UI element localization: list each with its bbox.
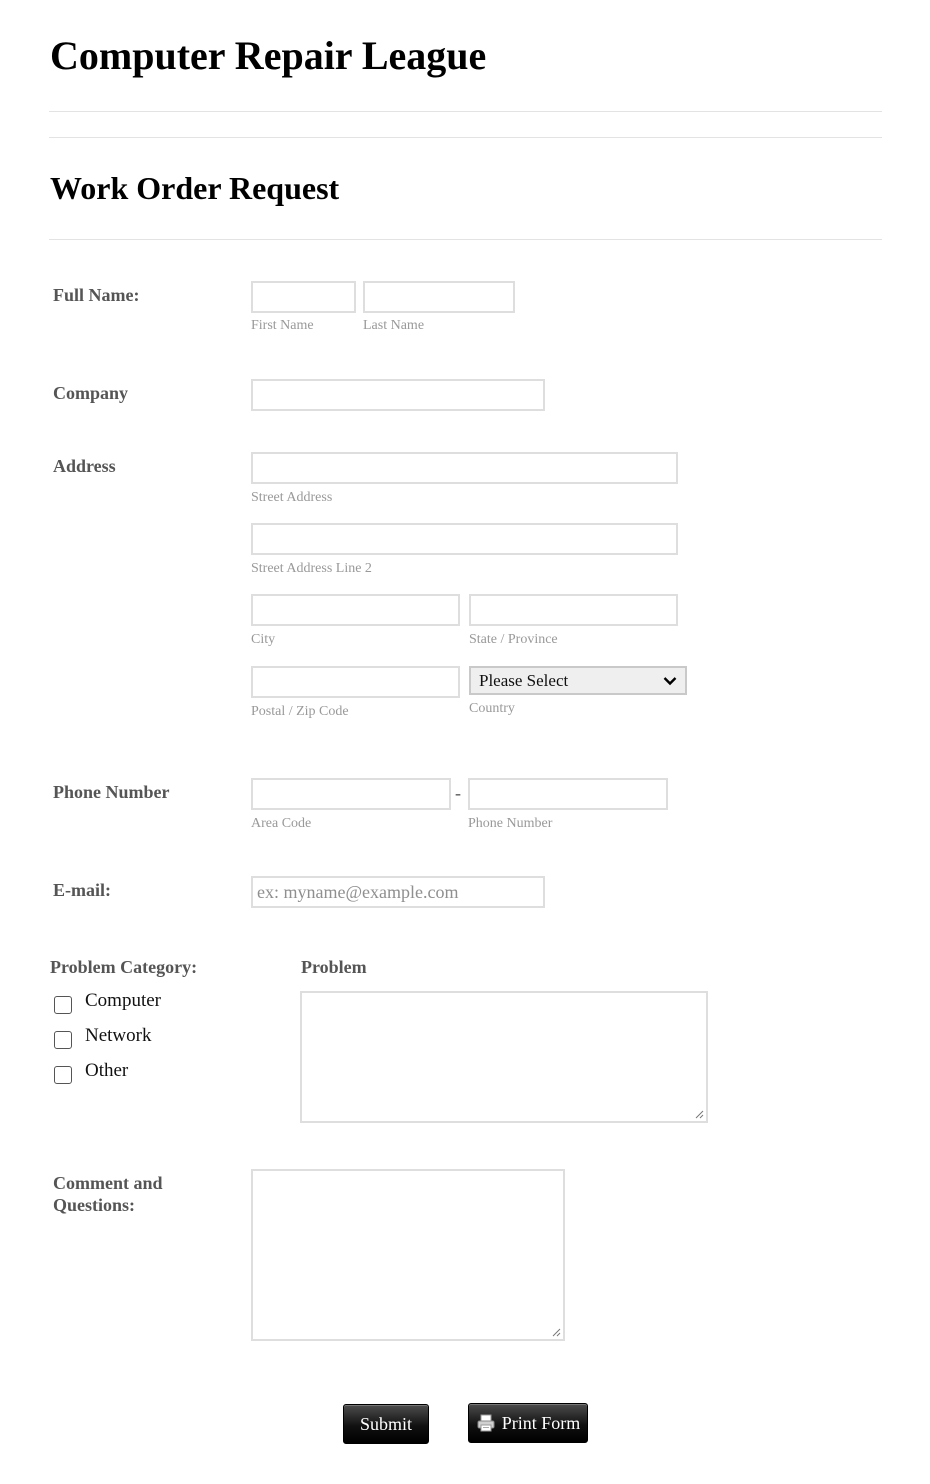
street-address-sublabel: Street Address <box>251 490 333 505</box>
street-address-line2-input[interactable] <box>251 523 678 555</box>
city-input[interactable] <box>251 594 460 626</box>
problem-textarea[interactable] <box>300 991 708 1123</box>
submit-button[interactable] <box>343 1404 429 1444</box>
address-label: Address <box>53 456 116 476</box>
phone-separator: - <box>455 783 461 803</box>
street-address-line2-sublabel: Street Address Line 2 <box>251 561 372 576</box>
divider <box>49 239 882 240</box>
state-sublabel: State / Province <box>469 632 558 647</box>
phone-label: Phone Number <box>53 782 170 802</box>
comments-textarea[interactable] <box>251 1169 565 1341</box>
area-code-input[interactable] <box>251 778 451 810</box>
print-form-button[interactable] <box>468 1403 588 1443</box>
printer-icon <box>476 1413 496 1433</box>
email-label: E-mail: <box>53 880 111 900</box>
street-address-input[interactable] <box>251 452 678 484</box>
chevron-down-icon <box>663 676 677 686</box>
zip-code-sublabel: Postal / Zip Code <box>251 704 349 719</box>
network-checkbox[interactable] <box>54 1031 72 1049</box>
zip-code-input[interactable] <box>251 666 460 698</box>
page-title: Computer Repair League <box>50 33 487 78</box>
phone-number-sublabel: Phone Number <box>468 816 553 831</box>
last-name-input[interactable] <box>363 281 515 313</box>
country-select[interactable] <box>469 666 687 695</box>
comments-label: Comment and Questions: <box>53 1173 163 1215</box>
problem-category-label: Problem Category: <box>50 957 198 977</box>
form-title: Work Order Request <box>50 170 340 206</box>
print-form-button-label: Print Form <box>501 1412 581 1433</box>
phone-number-input[interactable] <box>468 778 668 810</box>
state-input[interactable] <box>469 594 678 626</box>
country-select-value: Please Select <box>479 670 569 690</box>
resize-grip-icon[interactable] <box>551 1327 561 1337</box>
other-checkbox-label: Other <box>85 1060 129 1081</box>
country-sublabel: Country <box>469 701 515 716</box>
city-sublabel: City <box>251 632 276 647</box>
computer-checkbox[interactable] <box>54 996 72 1014</box>
first-name-sublabel: First Name <box>251 318 314 333</box>
email-input[interactable] <box>251 876 545 908</box>
area-code-sublabel: Area Code <box>251 816 312 831</box>
full-name-label: Full Name: <box>53 285 140 305</box>
computer-checkbox-label: Computer <box>85 990 161 1011</box>
last-name-sublabel: Last Name <box>363 318 425 333</box>
submit-button-label: Submit <box>359 1413 412 1434</box>
company-input[interactable] <box>251 379 545 411</box>
other-checkbox[interactable] <box>54 1066 72 1084</box>
problem-label: Problem <box>301 957 367 977</box>
resize-grip-icon[interactable] <box>694 1109 704 1119</box>
divider <box>49 111 882 112</box>
company-label: Company <box>53 383 129 403</box>
divider <box>49 137 882 138</box>
first-name-input[interactable] <box>251 281 356 313</box>
network-checkbox-label: Network <box>85 1025 152 1046</box>
